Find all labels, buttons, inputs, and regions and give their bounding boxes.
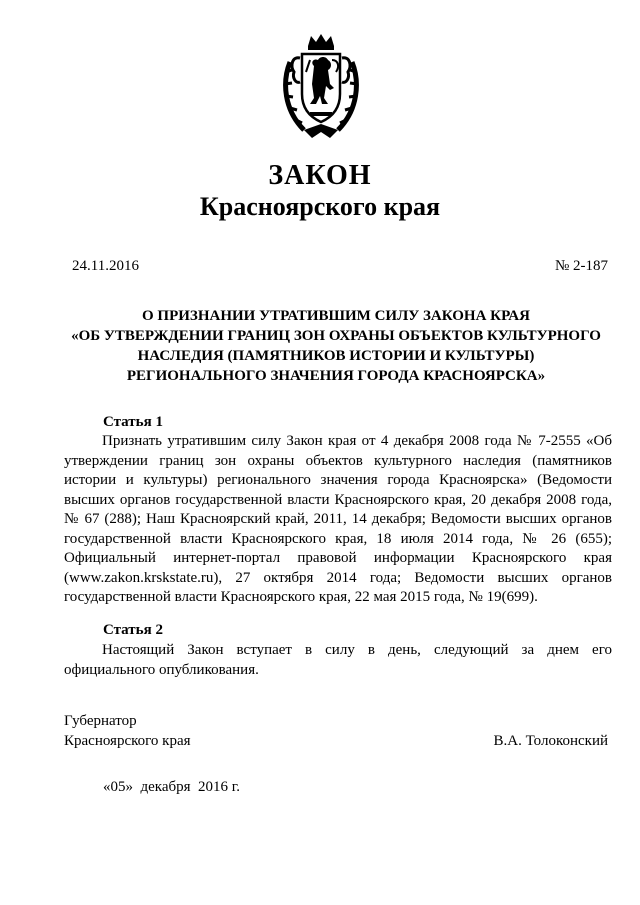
document-date: 24.11.2016	[72, 258, 139, 274]
signatory-name: В.А. Толоконский	[493, 733, 608, 749]
document-subject	[60, 306, 612, 386]
signing-date: «05» декабря 2016 г.	[103, 779, 240, 795]
signatory-position-line1: Губернатор	[64, 713, 137, 729]
subject-line: О ПРИЗНАНИИ УТРАТИВШИМ СИЛУ ЗАКОНА КРАЯ	[142, 308, 530, 324]
article-2-text: Настоящий Закон вступает в силу в день, следующий за днем его официального опубликования.	[64, 642, 612, 678]
subject-line: «ОБ УТВЕРЖДЕНИИ ГРАНИЦ ЗОН ОХРАНЫ ОБЪЕКТОВ КУЛЬТУРНОГО	[71, 328, 601, 344]
coat-of-arms-emblem	[280, 32, 362, 140]
article-1-heading: Статья 1	[103, 414, 163, 430]
signatory-position-line2: Красноярского края	[64, 733, 191, 749]
subject-line: РЕГИОНАЛЬНОГО ЗНАЧЕНИЯ ГОРОДА КРАСНОЯРСКА»	[126, 368, 546, 384]
document-issuer: Красноярского края	[199, 192, 441, 221]
article-1-text: Признать утратившим силу Закон края от 4 декабря 2008 года № 7-2555 «Об утверждении границ зон охраны объектов культурного наследия (памятников истории и культуры) регионального значения города Красноярска» (Ведомости высших органов государственной власти Красноярского края, 20 декабря 2008 года, № 67 (288); Наш Красноярский край, 2011, 14 декабря; Ведомости высших органов государственной власти Красноярского края, 18 июля 2014 года, № 26 (655); Официальный интернет-портал правовой информации Красноярского края (www.zakon.krskstate.ru), 27 октября 2014 года; Ведомости высших органов государственной власти Красноярского края, 22 мая 2015 года, № 19(699).	[64, 433, 612, 605]
article-2-heading: Статья 2	[103, 622, 163, 638]
document-number: № 2-187	[554, 258, 608, 274]
document-title: ЗАКОН	[268, 160, 372, 191]
subject-line: НАСЛЕДИЯ (ПАМЯТНИКОВ ИСТОРИИ И КУЛЬТУРЫ)	[137, 348, 535, 364]
